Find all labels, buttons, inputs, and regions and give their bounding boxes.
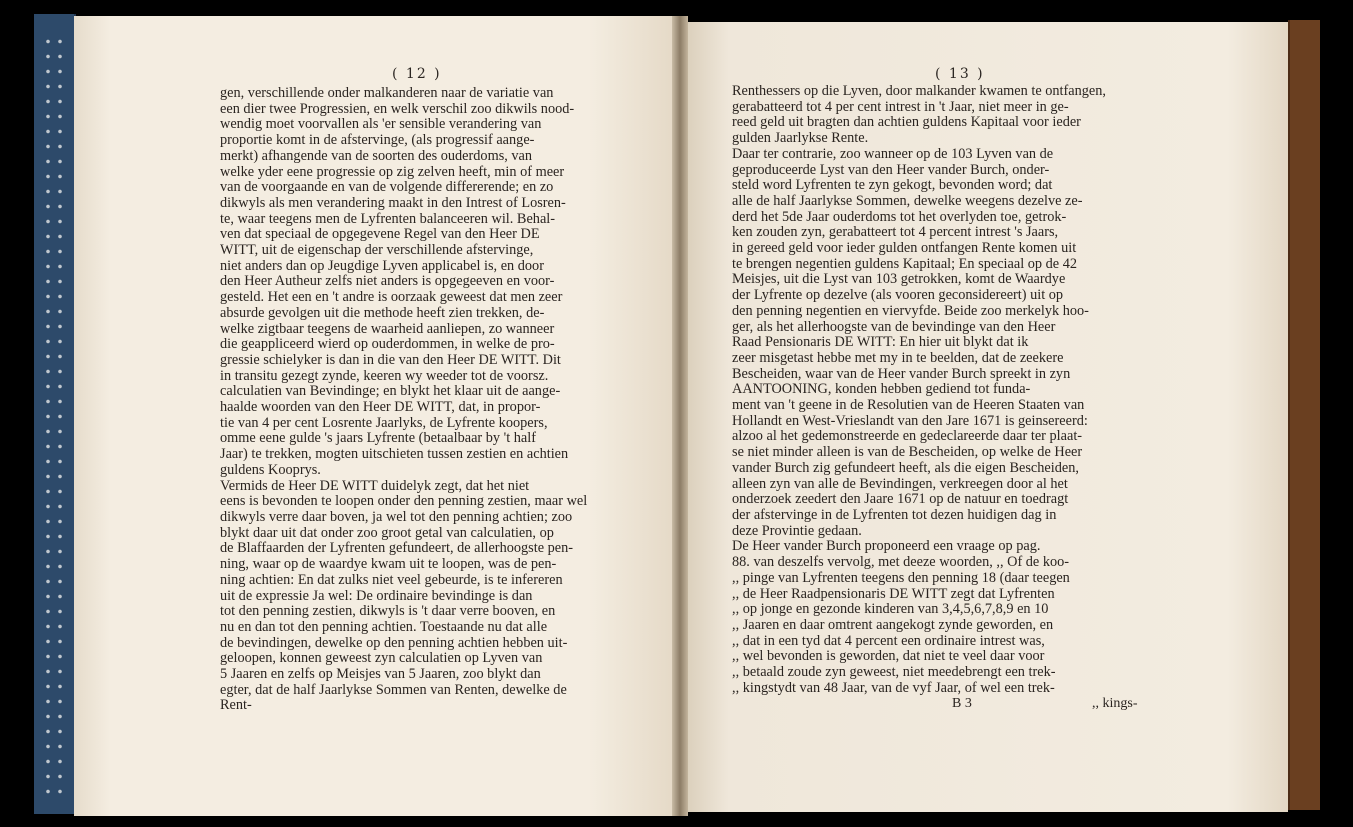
text-line: gen, verschillende onder malkanderen naar de variatie van <box>220 85 554 101</box>
page-number-right: ( 13 ) <box>935 66 985 82</box>
text-line: de bevindingen, dewelke op den penning achtien hebben uit- <box>220 634 568 651</box>
text-line: zeer misgetast hebbe met my in te beelden, dat de zeekere <box>732 349 1064 366</box>
text-line: AANTOONING, konden hebben gediend tot funda- <box>732 381 1031 398</box>
catchword: ,, kings- <box>1092 696 1138 711</box>
text-line: Bescheiden, waar van de Heer vander Burch spreekt in zyn <box>732 365 1071 382</box>
book-cover-right <box>1288 20 1320 810</box>
text-line: Raad Pensionaris DE WITT: En hier uit blykt dat ik <box>732 334 1029 351</box>
text-line: ,, op jonge en gezonde kinderen van 3,4,5,6,7,8,9 en 10 <box>732 601 1049 618</box>
text-line: ,, pinge van Lyfrenten teegens den penning 18 (daar teegen <box>732 569 1070 586</box>
text-line: egter, dat de half Jaarlykse Sommen van Renten, dewelke de <box>220 681 567 698</box>
text-line: ,, betaald zoude zyn geweest, niet meedebrengt een trek- <box>732 664 1056 681</box>
text-line: van de voorgaande en van de volgende differerende; en zo <box>220 179 554 196</box>
text-line: blykt daar uit dat onder zoo groot getal van calculatien, op <box>220 524 554 541</box>
text-line: gesteld. Het een en 't andre is oorzaak geweest dat men zeer <box>220 289 563 306</box>
text-line: ,, dat in een tyd dat 4 percent een ordinaire intrest was, <box>732 632 1045 649</box>
text-line: uit de expressie Ja wel: De ordinaire bevindinge is dan <box>220 587 533 604</box>
text-line: nu en dan tot den penning achtien. Toestaande nu dat alle <box>220 618 548 635</box>
book-gutter <box>672 16 688 816</box>
text-line: Meisjes, uit die Lyst van 103 getrokken, komt de Waardye <box>732 271 1066 288</box>
text-line: ven dat speciaal de opgegevene Regel van den Heer DE <box>220 226 540 243</box>
text-line: ken zouden zyn, gerabatteert tot 4 percent intrest 's Jaars, <box>732 224 1059 241</box>
text-line: derd het 5de Jaar ouderdoms tot het overlyden toe, getrok- <box>732 208 1067 225</box>
text-line: in gereed geld voor ieder gulden ontfangen Rente komen uit <box>732 240 1077 257</box>
text-line: alleen zyn van alle de Bevindingen, verkreegen door al het <box>732 475 1068 492</box>
signature-mark: B 3 <box>952 696 972 711</box>
text-line: gressie schielyker is dan in die van den Heer DE WITT. Dit <box>220 351 561 368</box>
text-line: ning, waar op de waardye kwam uit te loopen, was de pen- <box>220 556 557 573</box>
text-line: niet anders dan op Jeugdige Lyven applicabel is, en door <box>220 257 544 274</box>
text-line: ,, wel bevonden is geworden, dat niet te veel daar voor <box>732 648 1045 665</box>
text-line: absurde gevolgen uit die methode heeft zien trekken, de- <box>220 304 545 321</box>
text-line: ,, kingstydt van 48 Jaar, van de vyf Jaar, of wel een trek- <box>732 679 1055 696</box>
text-line: eens is bevonden te loopen onder den penning zestien, maar wel <box>220 493 588 510</box>
text-line: alzoo al het gedemonstreerde en gedeclareerde daar ter plaat- <box>732 428 1083 445</box>
text-line: vander Burch zig gefundeert heeft, als die eigen Bescheiden, <box>732 459 1079 476</box>
text-line: den Heer Autheur zelfs niet anders is opgegeeven en voor- <box>220 273 555 290</box>
text-line: dikwyls verre daar boven, ja wel tot den penning achtien; zoo <box>220 508 573 525</box>
text-line: ,, Jaaren en daar omtrent aangekogt zynde geworden, en <box>732 616 1054 633</box>
text-line: onderzoek zeedert den Jaare 1671 op de natuur en toedragt <box>732 491 1069 508</box>
left-page-text <box>220 86 616 714</box>
text-line: deze Provintie gedaan. <box>732 522 862 539</box>
text-line: alle de half Jaarlykse Sommen, dewelke weegens dezelve ze- <box>732 192 1083 209</box>
text-line: welke yder eene progressie op zig zelven heeft, min of meer <box>220 163 565 180</box>
text-line: tie van 4 per cent Losrente Jaarlyks, de Lyfrente koopers, <box>220 414 548 431</box>
text-line: ger, als het allerhoogste van de bevindinge van den Heer <box>732 318 1056 335</box>
text-line: geloopen, konnen geweest zyn calculatien op Lyven van <box>220 650 543 667</box>
text-line: WITT, uit de eigenschap der verschillende afstervinge, <box>220 242 534 259</box>
text-line: merkt) afhangende van de soorten des ouderdoms, van <box>220 147 533 164</box>
text-line: die geappliceerd wierd op ouderdommen, in welke de pro- <box>220 336 555 353</box>
text-line: Rent- <box>220 697 252 714</box>
text-line: welke zigtbaar teegens de waarheid aanliepen, zo wanneer <box>220 320 555 337</box>
right-page <box>680 22 1288 812</box>
text-line: 5 Jaaren en zelfs op Meisjes van 5 Jaaren, zoo blykt dan <box>220 666 541 683</box>
text-line: reed geld uit bragten dan achtien guldens Kapitaal voor ieder <box>732 114 1081 131</box>
text-line: der afstervinge in de Lyfrenten tot dezen huidigen dag in <box>732 506 1057 523</box>
text-line: gerabatteerd tot 4 per cent intrest in 't Jaar, niet meer in ge- <box>732 98 1069 115</box>
page-number-left: ( 12 ) <box>392 66 442 82</box>
text-line: Daar ter contrarie, zoo wanneer op de 103 Lyven van de <box>732 145 1054 162</box>
text-line: geproduceerde Lyst van den Heer vander Burch, onder- <box>732 161 1050 178</box>
text-line: der Lyfrente op dezelve (als vooren geconsidereert) uit op <box>732 287 1064 304</box>
text-line: steld word Lyfrenten te zyn gekogt, bevonden word; dat <box>732 177 1053 194</box>
text-line: De Heer vander Burch proponeerd een vraage op pag. <box>732 538 1041 555</box>
text-line: gulden Jaarlykse Rente. <box>732 130 869 147</box>
text-line: te brengen negentien guldens Kapitaal; En speciaal op de 42 <box>732 255 1077 272</box>
text-line: omme eene gulde 's jaars Lyfrente (betaalbaar by 't half <box>220 430 536 447</box>
text-line: ,, de Heer Raadpensionaris DE WITT zegt dat Lyfrenten <box>732 585 1055 602</box>
text-line: 88. van deszelfs vervolg, met deeze woorden, ,, Of de koo- <box>732 554 1070 571</box>
marbled-pattern <box>42 34 66 804</box>
text-line: in transitu gezegt zynde, keeren wy weeder tot de voorsz. <box>220 367 549 384</box>
text-line: guldens Kooprys. <box>220 461 321 478</box>
right-page-text <box>732 84 1202 696</box>
text-line: se niet minder alleen is van de Bescheiden, op welke de Heer <box>732 444 1083 461</box>
text-line: Hollandt en West-Vrieslandt van den Jare 1671 is geinsereerd: <box>732 412 1088 429</box>
left-page <box>74 16 680 816</box>
text-line: Vermids de Heer DE WITT duidelyk zegt, dat het niet <box>220 477 530 494</box>
text-line: proportie komt in de afstervinge, (als progressif aange- <box>220 132 535 149</box>
book-cover-left <box>34 14 76 814</box>
text-line: den penning negentien en viervyfde. Beide zoo merkelyk hoo- <box>732 302 1089 319</box>
text-line: haalde woorden van den Heer DE WITT, dat, in propor- <box>220 399 541 416</box>
text-line: wendig moet voorvallen als 'er sensible verandering van <box>220 116 542 133</box>
text-line: dikwyls als men verandering maakt in den Intrest of Losren- <box>220 194 566 211</box>
text-line: de Blaffaarden der Lyfrenten gefundeert, de allerhoogste pen- <box>220 540 574 557</box>
text-line: te, waar teegens men de Lyfrenten balanceeren wil. Behal- <box>220 210 556 227</box>
text-line: ment van 't geene in de Resolutien van de Heeren Staaten van <box>732 397 1085 414</box>
text-line: een dier twee Progressien, en welk verschil zoo dikwils nood- <box>220 100 575 117</box>
text-line: Jaar) te trekken, mogten uitschieten tussen zestien en achtien <box>220 446 569 463</box>
text-line: ning achtien: En dat zulks niet veel gebeurde, is te infereren <box>220 571 563 588</box>
text-line: Renthessers op die Lyven, door malkander kwamen te ontfangen, <box>732 83 1106 99</box>
text-line: calculatien van Bevindinge; en blykt het klaar uit de aange- <box>220 383 561 400</box>
text-line: tot den penning zestien, dikwyls is 't daar verre booven, en <box>220 603 556 620</box>
